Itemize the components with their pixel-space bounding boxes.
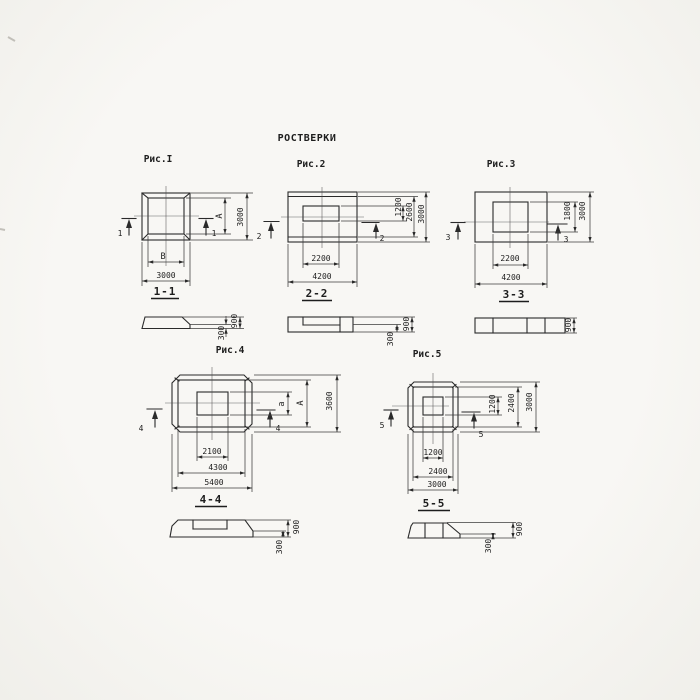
fig3-outer-rect [475,192,547,242]
fig4-dim-width-outer: 5400 [204,478,224,487]
section-5-5-height-dim: 900 [515,521,524,537]
fig2 [257,159,430,301]
fig5-section-markers [380,410,484,439]
fig5-section-label: 5-5 [422,497,446,510]
fig2-dim-width-outer: 4200 [312,272,332,281]
fig1-dim-width-outer: 3000 [156,271,176,280]
fig2-dim-height-inner: 1200 [394,197,403,217]
section-4-4-edge-dim: 300 [275,539,284,555]
section-2-2-edge-dim: 300 [386,331,395,347]
fig2-dim-height-mid: 2600 [405,202,414,222]
section-3-3-profile [475,318,565,333]
fig5-dim-height-inner: 1200 [488,394,497,414]
fig5-cut-mark-right: 5 [478,430,484,439]
section-5-5 [408,522,524,554]
fig3-caption: Рис.3 [486,159,516,170]
fig1-cut-mark-right: 1 [211,229,217,238]
fig4-dim-height-mid: А [296,400,306,406]
fig3-dim-height-outer: 3000 [578,201,587,221]
fig2-section-markers [257,222,385,244]
section-5-5-edge-dim: 300 [484,538,493,554]
fig4-cut-mark-right: 4 [275,424,281,433]
fig1-dim-height-outer: 3000 [236,207,245,227]
fig3-section-markers [446,223,569,245]
scan-artifacts [0,37,15,230]
fig1-section-label: 1-1 [153,285,177,298]
fig3-cut-mark-right: 3 [563,235,569,244]
section-4-4 [170,520,301,555]
fig3 [446,159,594,302]
fig1-dim-width-inner: В [160,252,166,262]
fig3-dim-width-outer: 4200 [501,273,521,282]
fig1-section-markers [118,219,217,239]
section-1-1-height-dim: 900 [230,313,239,329]
section-2-2 [288,317,415,347]
fig2-plan [281,187,364,248]
fig2-caption: Рис.2 [296,159,326,170]
fig3-section-label: 3-3 [502,288,526,301]
fig3-inner-rect [493,202,528,232]
fig1-dim-height-inner: А [215,213,225,219]
fig3-plan [464,187,549,248]
fig1-cut-mark-left: 1 [117,229,123,238]
fig5-plan [392,373,458,444]
fig2-cut-mark-left: 2 [256,232,262,241]
fig5-caption: Рис.5 [412,349,442,360]
section-5-5-profile [408,523,460,538]
fig5-cut-mark-left: 5 [379,421,385,430]
fig4-section-markers [139,409,281,433]
fig4-caption: Рис.4 [215,345,245,356]
fig5-dim-width-inner: 1200 [423,448,443,457]
fig2-dim-height-outer: 3000 [417,204,426,224]
fig2-cut-mark-right: 2 [379,234,385,243]
section-1-1-edge-dim: 300 [217,325,226,341]
fig3-cut-mark-left: 3 [445,233,451,242]
fig5-dimensions [408,382,540,494]
section-4-4-height-dim: 900 [292,519,301,535]
fig5-dim-width-outer: 3000 [427,480,447,489]
fig5-dim-height-mid: 2400 [507,393,516,413]
fig4 [139,345,341,507]
fig3-dim-width-inner: 2200 [500,254,520,263]
section-1-1 [142,314,244,341]
fig5-dim-width-mid: 2400 [428,467,448,476]
fig4-dim-height-inner: а [277,401,287,407]
fig4-plan [165,367,260,440]
fig5 [380,349,540,511]
sheet-title: РОСТВЕРКИ [277,133,337,144]
section-2-2-height-dim: 900 [402,316,411,332]
fig4-cut-mark-left: 4 [138,424,144,433]
fig3-dim-height-inner: 1800 [563,201,572,221]
fig4-section-label: 4-4 [199,493,223,506]
fig2-section-label: 2-2 [305,287,329,300]
fig4-dim-height-outer: 3600 [325,391,334,411]
fig4-inner-rect [197,392,228,415]
fig4-dim-width-mid: 4300 [208,463,228,472]
fig2-dim-width-inner: 2200 [311,254,331,263]
fig4-dim-width-inner: 2100 [202,447,222,456]
fig2-inner-rect [303,206,339,221]
fig4-mid-rect [178,380,245,427]
section-3-3-height-dim: 900 [564,317,573,333]
section-3-3 [475,318,577,333]
section-1-1-profile [142,317,190,329]
fig1-caption: Рис.I [143,154,173,165]
fig1 [118,154,253,299]
fig5-dim-height-outer: 3000 [525,392,534,412]
